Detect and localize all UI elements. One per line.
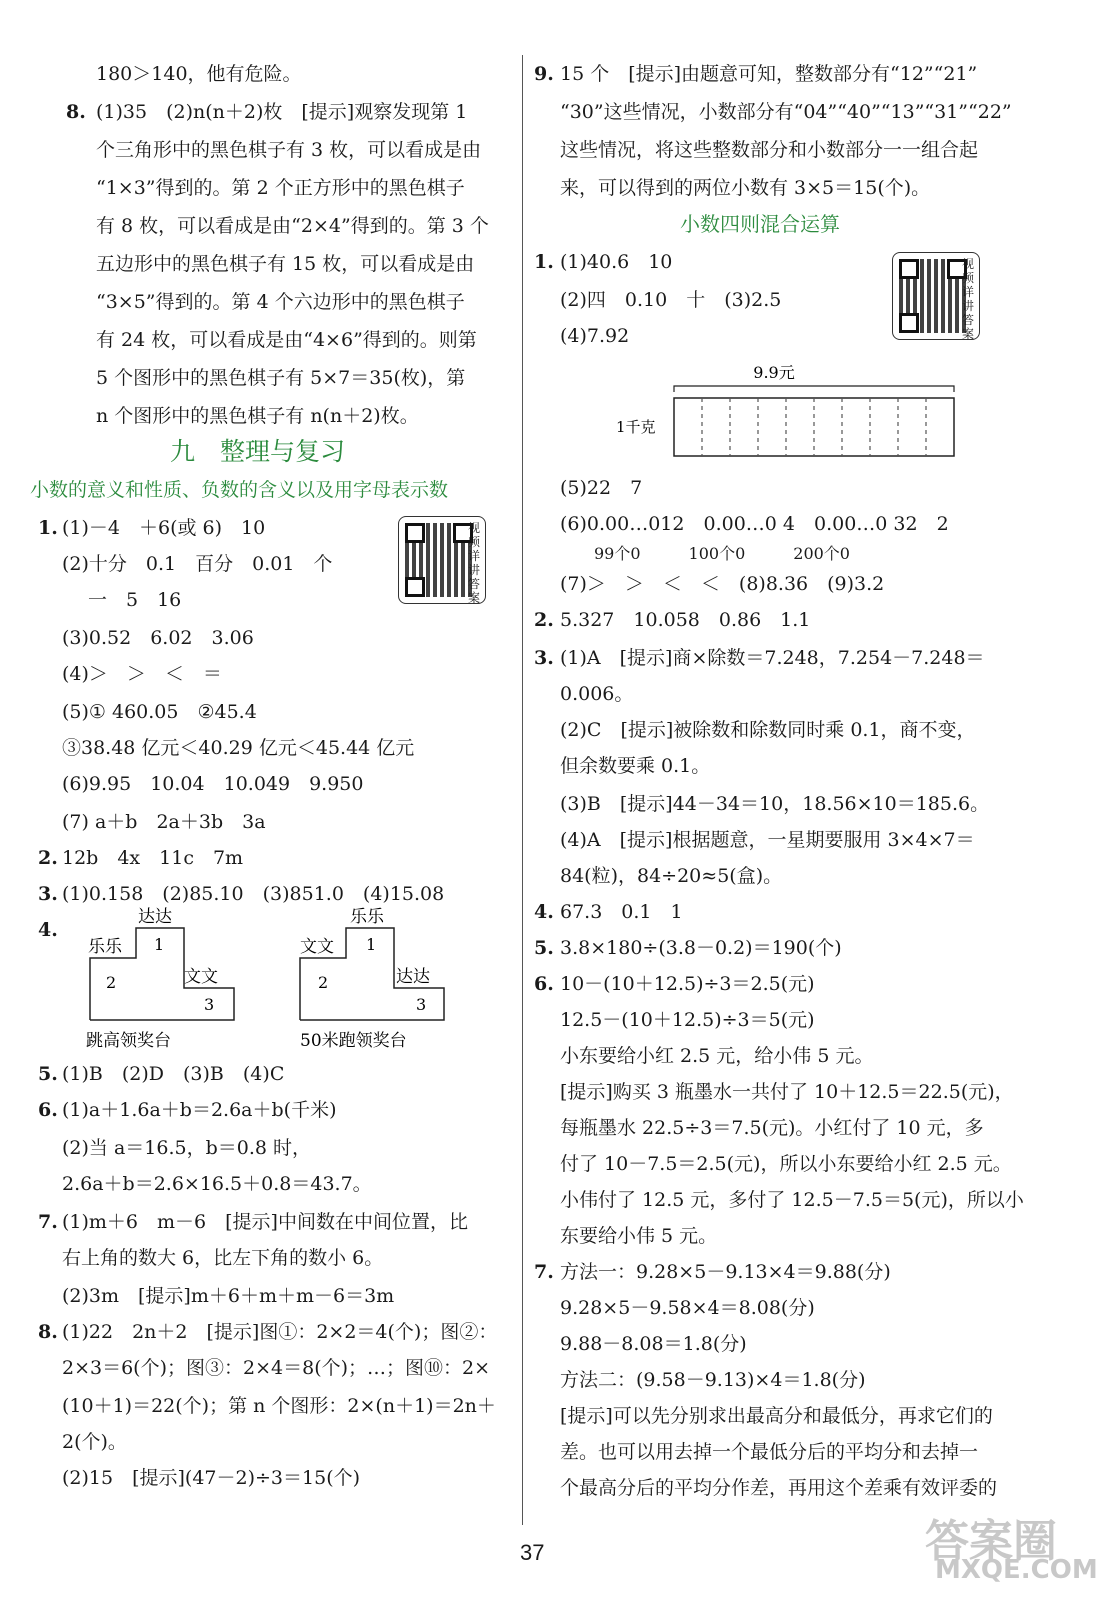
text-line: (2)当 a＝16.5，b＝0.8 时， <box>62 1137 312 1159</box>
text-line: (1)0.158 (2)85.10 (3)851.0 (4)15.08 <box>62 883 445 905</box>
text-line: n 个图形中的黑色棋子有 n(n＋2)枚。 <box>96 405 419 427</box>
text-line: 五边形中的黑色棋子有 15 枚，可以看成是由 <box>96 253 475 275</box>
qr-corner <box>405 577 425 597</box>
text-line: 有 8 枚，可以看成是由“2×4”得到的。第 3 个 <box>96 215 489 237</box>
qr-label: 视频详讲答案 <box>467 521 480 605</box>
podium-rank: 1 <box>366 935 377 954</box>
text-line: 2.6a＋b＝2.6×16.5＋0.8＝43.7。 <box>62 1173 372 1195</box>
text-line: 10－(10＋12.5)÷3＝2.5(元) <box>560 973 815 995</box>
question-number: 4. <box>38 919 58 941</box>
text-line: “3×5”得到的。第 4 个六边形中的黑色棋子 <box>96 291 465 313</box>
text-line: (10＋1)＝22(个)；第 n 个图形：2×(n＋1)＝2n＋ <box>62 1395 496 1417</box>
text-line: 付了 10－7.5＝2.5(元)，所以小东要给小红 2.5 元。 <box>560 1153 1012 1175</box>
text-line: (6)0.00…012 0.00…0 4 0.00…0 32 2 <box>560 513 949 535</box>
podium-caption: 跳高领奖台 <box>86 1031 171 1051</box>
subsection-title: 小数的意义和性质、负数的含义以及用字母表示数 <box>30 479 449 501</box>
diagram-top-label: 9.9元 <box>753 363 795 382</box>
section-title: 九 整理与复习 <box>170 437 346 466</box>
podium-rank: 3 <box>416 995 427 1014</box>
podium-rank: 2 <box>318 973 329 992</box>
text-line: (2)C [提示]被除数和除数同时乘 0.1，商不变， <box>560 719 976 741</box>
question-number: 3. <box>38 883 58 905</box>
text-line: (7) a＋b 2a＋3b 3a <box>62 811 266 833</box>
text-line: 3.8×180÷(3.8－0.2)＝190(个) <box>560 937 842 959</box>
text-line: 67.3 0.1 1 <box>560 901 683 923</box>
text-line: (1)a＋1.6a＋b＝2.6a＋b(千米) <box>62 1099 337 1121</box>
qr-code[interactable] <box>892 252 980 340</box>
text-line: (1)22 2n＋2 [提示]图①：2×2＝4(个)；图②： <box>62 1321 498 1343</box>
text-line: (5)① 460.05 ②45.4 <box>62 701 257 723</box>
podium-50m-run <box>300 907 444 1051</box>
watermark-url: MXQE.COM <box>935 1555 1098 1585</box>
text-line: 小东要给小红 2.5 元，给小伟 5 元。 <box>560 1045 874 1067</box>
podium-right-name: 达达 <box>396 967 430 987</box>
text-line: 每瓶墨水 22.5÷3＝7.5(元)。小红付了 10 元，多 <box>560 1117 984 1139</box>
text-line: (6)9.95 10.04 10.049 9.950 <box>62 773 364 795</box>
text-line: 5 个图形中的黑色棋子有 5×7＝35(枚)，第 <box>96 367 466 389</box>
watermark-logo: 答案圈 <box>925 1516 1057 1567</box>
question-number: 5. <box>534 937 554 959</box>
bar-dividers <box>702 398 926 456</box>
qr-code[interactable] <box>398 516 486 604</box>
text-line: [提示]可以先分别求出最高分和最低分，再求它们的 <box>560 1405 993 1427</box>
podium-high-jump <box>86 907 234 1051</box>
text-line: 右上角的数大 6，比左下角的数小 6。 <box>62 1247 384 1269</box>
diagram-left-label: 1千克 <box>616 418 656 436</box>
brace <box>674 386 954 392</box>
text-line: 12b 4x 11c 7m <box>62 847 244 869</box>
column-divider <box>522 55 523 1525</box>
question-number: 7. <box>38 1211 58 1233</box>
text-line: (1)40.6 10 <box>560 251 673 273</box>
question-number: 2. <box>534 609 554 631</box>
text-line: 有 24 枚，可以看成是由“4×6”得到的。则第 <box>96 329 477 351</box>
text-line: (1)m＋6 m－6 [提示]中间数在中间位置，比 <box>62 1211 468 1233</box>
question-number: 6. <box>534 973 554 995</box>
question-number: 8. <box>66 101 86 123</box>
podium-top-name: 达达 <box>138 907 172 927</box>
text-line: (1)－4 ＋6(或 6) 10 <box>62 517 266 539</box>
text-line: 东要给小伟 5 元。 <box>560 1225 718 1247</box>
text-line: 2(个)。 <box>62 1431 127 1453</box>
text-line: 84(粒)，84÷20≈5(盒)。 <box>560 865 783 887</box>
text-line: 个最高分后的平均分作差，再用这个差乘有效评委的 <box>560 1477 998 1499</box>
text-line: (5)22 7 <box>560 477 643 499</box>
text-line: 但余数要乘 0.1。 <box>560 755 711 777</box>
podium-rank: 2 <box>106 973 117 992</box>
text-line: (2)15 [提示](47－2)÷3＝15(个) <box>62 1467 361 1489</box>
text-line: 一 5 16 <box>88 589 182 611</box>
text-line: (3)B [提示]44－34＝10，18.56×10＝185.6。 <box>560 793 990 815</box>
text-line: 0.006。 <box>560 683 634 705</box>
text-line: (2)十分 0.1 百分 0.01 个 <box>62 553 333 575</box>
text-line: 99个0 100个0 200个0 <box>594 544 850 563</box>
text-line: (4)7.92 <box>560 325 630 347</box>
podium-left-name: 文文 <box>300 937 334 957</box>
text-line: (3)0.52 6.02 3.06 <box>62 627 254 649</box>
podium-caption: 50米跑领奖台 <box>300 1031 407 1051</box>
podium-diagrams <box>80 908 480 1058</box>
text-line: “30”这些情况，小数部分有“04”“40”“13”“31”“22” <box>560 101 1012 123</box>
question-number: 9. <box>534 63 554 85</box>
question-number: 7. <box>534 1261 554 1283</box>
text-line: [提示]购买 3 瓶墨水一共付了 10＋12.5＝22.5(元)， <box>560 1081 1014 1103</box>
podium-top-name: 乐乐 <box>350 907 384 927</box>
text-line: 15 个 [提示]由题意可知，整数部分有“12”“21” <box>560 63 978 85</box>
text-line: 5.327 10.058 0.86 1.1 <box>560 609 811 631</box>
question-number: 3. <box>534 647 554 669</box>
question-number: 1. <box>534 251 554 273</box>
text-line: 差。也可以用去掉一个最低分后的平均分和去掉一 <box>560 1441 979 1463</box>
text-line: ③38.48 亿元＜40.29 亿元＜45.44 亿元 <box>62 737 415 759</box>
section-title: 小数四则混合运算 <box>680 212 840 236</box>
question-number: 2. <box>38 847 58 869</box>
text-line: 个三角形中的黑色棋子有 3 枚，可以看成是由 <box>96 139 482 161</box>
text-line: 这些情况，将这些整数部分和小数部分一一组合起 <box>560 139 979 161</box>
podium-right-name: 文文 <box>184 967 218 987</box>
text-line: 2×3＝6(个)；图③：2×4＝8(个)；…；图⑩：2× <box>62 1357 491 1379</box>
question-number: 8. <box>38 1321 58 1343</box>
text-line: “1×3”得到的。第 2 个正方形中的黑色棋子 <box>96 177 465 199</box>
text-line: 9.28×5－9.58×4＝8.08(分) <box>560 1297 815 1319</box>
text-line: (1)B (2)D (3)B (4)C <box>62 1063 285 1085</box>
text-line: (1)A [提示]商×除数＝7.248，7.254－7.248＝ <box>560 647 985 669</box>
podium-rank: 3 <box>204 995 215 1014</box>
text-line: (7)＞ ＞ ＜ ＜ (8)8.36 (9)3.2 <box>560 573 885 595</box>
text-line: (1)35 (2)n(n＋2)枚 [提示]观察发现第 1 <box>96 101 468 123</box>
text-line: 180＞140，他有危险。 <box>96 63 302 85</box>
qr-corner <box>899 313 919 333</box>
text-line: 9.88－8.08＝1.8(分) <box>560 1333 747 1355</box>
price-bar-diagram <box>604 360 964 470</box>
qr-corner <box>405 523 425 543</box>
text-line: 来，可以得到的两位小数有 3×5＝15(个)。 <box>560 177 931 199</box>
text-line: (2)3m [提示]m＋6＋m＋m－6＝3m <box>62 1285 395 1307</box>
text-line: (4)A [提示]根据题意，一星期要服用 3×4×7＝ <box>560 829 975 851</box>
text-line: (2)四 0.10 十 (3)2.5 <box>560 289 782 311</box>
qr-label: 视频详讲答案 <box>961 257 974 341</box>
text-line: 方法一：9.28×5－9.13×4＝9.88(分) <box>560 1261 891 1283</box>
text-line: 12.5－(10＋12.5)÷3＝5(元) <box>560 1009 815 1031</box>
question-number: 6. <box>38 1099 58 1121</box>
question-number: 5. <box>38 1063 58 1085</box>
text-line: 方法二：(9.58－9.13)×4＝1.8(分) <box>560 1369 866 1391</box>
page-number: 37 <box>520 1540 545 1565</box>
question-number: 1. <box>38 517 58 539</box>
question-number: 4. <box>534 901 554 923</box>
qr-corner <box>899 259 919 279</box>
text-line: (4)＞ ＞ ＜ ＝ <box>62 663 222 685</box>
podium-rank: 1 <box>154 935 165 954</box>
podium-left-name: 乐乐 <box>88 937 122 957</box>
text-line: 小伟付了 12.5 元，多付了 12.5－7.5＝5(元)，所以小 <box>560 1189 1024 1211</box>
